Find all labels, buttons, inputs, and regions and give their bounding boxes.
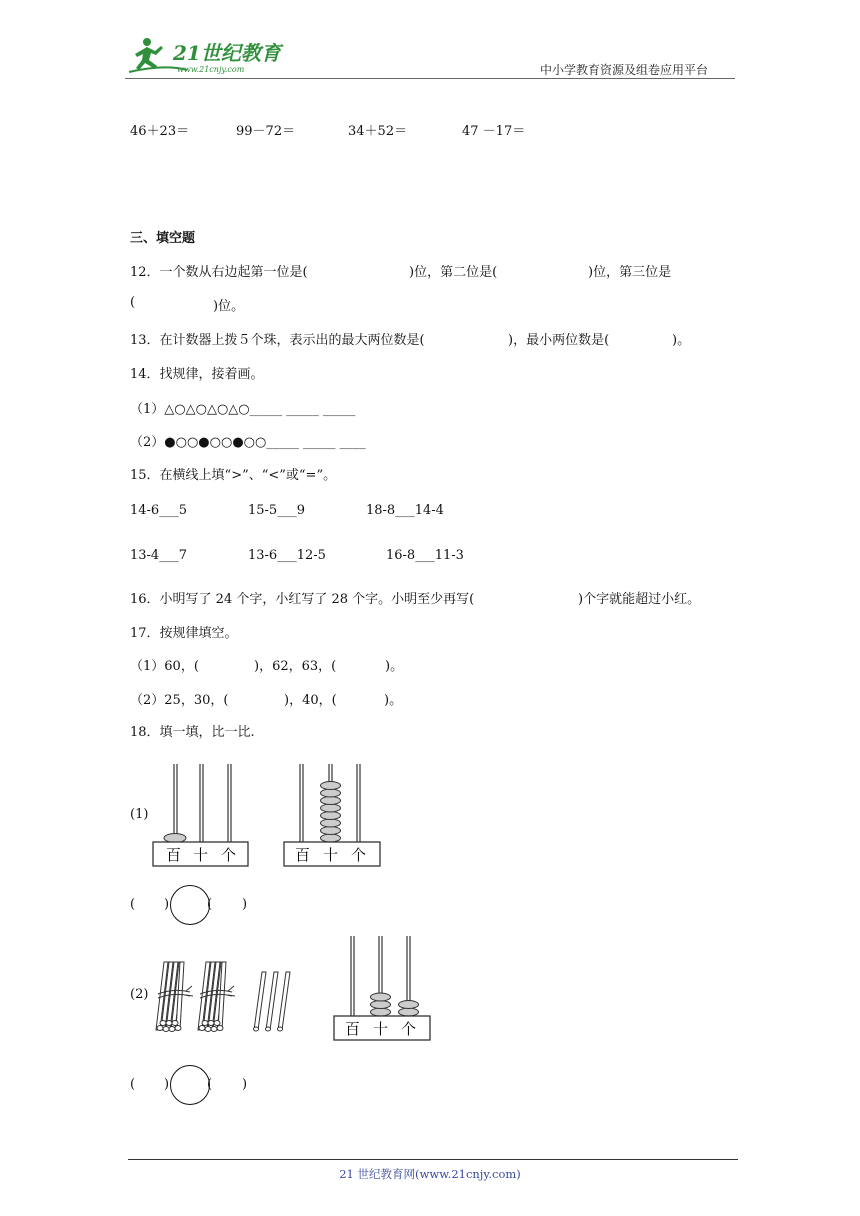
q12-line2-open: ( <box>130 295 136 310</box>
q17-p2-a: （2）25，30，( <box>130 693 229 708</box>
compare2-right-close: ) <box>242 1077 248 1092</box>
abacus-3-label-ones: 个 <box>401 1020 417 1038</box>
q13-part-c: )。 <box>672 333 691 348</box>
q16-part-b: )个字就能超过小红。 <box>578 592 701 607</box>
q17-p2-b: )，40，( <box>284 693 337 708</box>
q18-title: 18．填一填，比一比. <box>130 725 255 740</box>
q15-r2-c1: 13-4___7 <box>130 548 187 563</box>
abacus-2-label-hundreds: 百 <box>295 846 311 864</box>
q18-part2-label: (2) <box>130 987 149 1002</box>
q12-line2-close: )位。 <box>213 299 245 314</box>
q13-part-a: 13．在计数器上拨５个珠，表示出的最大两位数是( <box>130 333 425 348</box>
compare1-right-open: ( <box>207 897 213 912</box>
site-logo <box>125 34 285 76</box>
stick-bundles <box>150 958 300 1042</box>
calc-item-2: 99－72＝ <box>236 124 296 139</box>
q17-p1-a: （1）60，( <box>130 659 199 674</box>
q15-title: 15．在横线上填“>”、“<”或“=”。 <box>130 468 337 483</box>
q17-p1-b: )，62，63，( <box>254 659 337 674</box>
q16-part-a: 16．小明写了 24 个字，小红写了 28 个字。小明至少再写( <box>130 592 475 607</box>
header-platform-text: 中小学教育资源及组卷应用平台 <box>540 63 709 77</box>
q15-r2-c2: 13-6___12-5 <box>248 548 326 563</box>
q17-p1-c: )。 <box>385 659 404 674</box>
abacus-2-label-ones: 个 <box>351 846 367 864</box>
abacus-1-label-tens: 十 <box>193 846 209 864</box>
q15-r1-c2: 15-5___9 <box>248 503 305 518</box>
q18-part1-label: (1) <box>130 807 149 822</box>
calc-item-3: 34＋52＝ <box>348 124 408 139</box>
q15-r1-c3: 18-8___14-4 <box>366 503 444 518</box>
abacus-3-label-hundreds: 百 <box>345 1020 361 1038</box>
abacus-2 <box>283 762 383 872</box>
abacus-1-label-hundreds: 百 <box>166 846 182 864</box>
abacus-2-label-tens: 十 <box>323 846 339 864</box>
footer-rule <box>128 1159 738 1160</box>
calc-item-1: 46＋23＝ <box>130 124 190 139</box>
svg-text:www.21cnjy.com: www.21cnjy.com <box>177 65 245 74</box>
abacus-1 <box>152 762 252 872</box>
q12-part-b: )位，第二位是( <box>409 265 498 280</box>
q15-r2-c3: 16-8___11-3 <box>386 548 464 563</box>
header-rule <box>125 78 735 79</box>
q12-part-c: )位，第三位是 <box>588 265 672 280</box>
compare2-left-open: ( <box>130 1077 136 1092</box>
abacus-3-label-tens: 十 <box>373 1020 389 1038</box>
q12-part-a: 12．一个数从右边起第一位是( <box>130 265 308 280</box>
compare1-right-close: ) <box>242 897 248 912</box>
q17-p2-c: )。 <box>384 693 403 708</box>
calc-item-4: 47 －17＝ <box>462 124 526 139</box>
compare1-circle <box>170 885 213 925</box>
q17-title: 17．按规律填空。 <box>130 626 238 641</box>
q14-pattern-1: （1）△○△○△○△○_____ _____ _____ <box>130 402 356 417</box>
footer-link[interactable]: 21 世纪教育网(www.21cnjy.com) <box>339 1167 521 1181</box>
abacus-3 <box>333 934 433 1046</box>
compare2-left-close: ) <box>164 1077 170 1092</box>
q15-r1-c1: 14-6___5 <box>130 503 187 518</box>
section-title: 三、填空题 <box>130 231 196 246</box>
q14-title: 14．找规律，接着画。 <box>130 367 264 382</box>
svg-text:21世纪教育: 21世纪教育 <box>173 41 281 65</box>
compare1-left-open: ( <box>130 897 136 912</box>
abacus-1-label-ones: 个 <box>221 846 237 864</box>
compare2-right-open: ( <box>207 1077 213 1092</box>
compare2-circle <box>170 1065 213 1105</box>
compare1-left-close: ) <box>164 897 170 912</box>
q13-part-b: )，最小两位数是( <box>508 333 610 348</box>
q14-pattern-2: （2）●○○●○○●○○_____ _____ ____ <box>130 435 366 450</box>
